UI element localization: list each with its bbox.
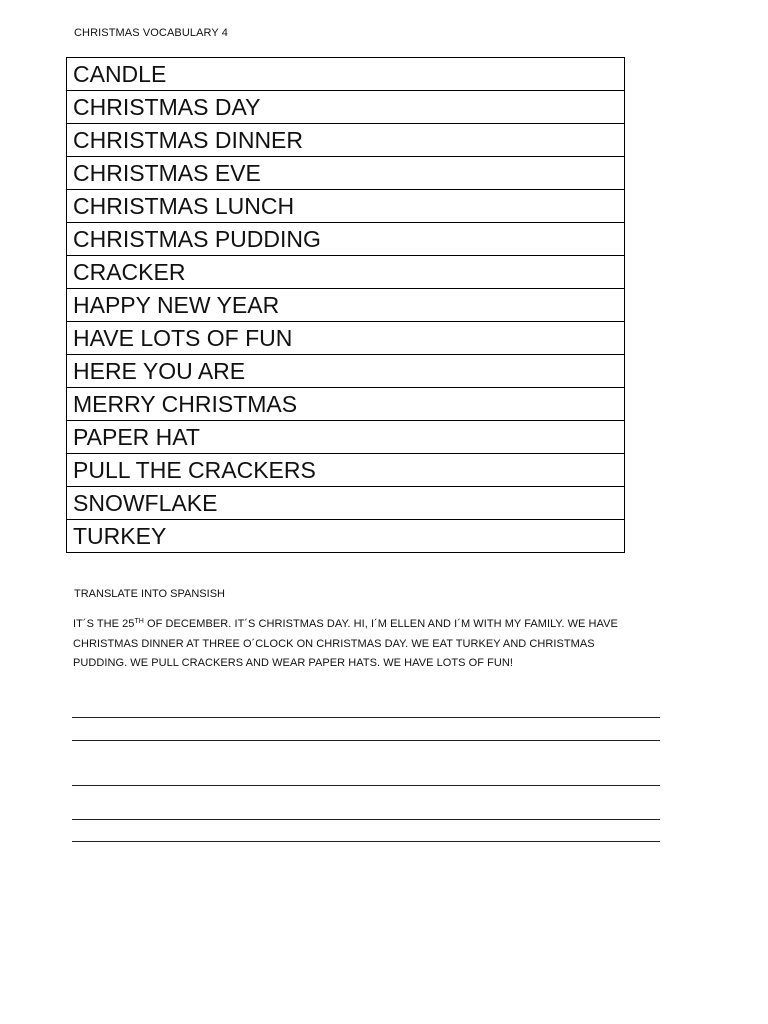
table-row: [67, 223, 625, 256]
answer-line[interactable]: [72, 740, 660, 741]
vocab-item: SNOWFLAKE: [67, 487, 625, 520]
table-row: [67, 289, 625, 322]
vocab-item: CANDLE: [67, 58, 625, 91]
exercise-paragraph: [73, 615, 643, 674]
table-row: [67, 355, 625, 388]
ordinal-superscript: TH: [134, 618, 144, 625]
answer-line[interactable]: [72, 717, 660, 718]
table-row: [67, 487, 625, 520]
vocab-item: PAPER HAT: [67, 421, 625, 454]
answer-line[interactable]: [72, 841, 660, 842]
table-row: [67, 157, 625, 190]
vocabulary-table: [66, 57, 625, 553]
vocab-item: HAVE LOTS OF FUN: [67, 322, 625, 355]
vocab-item: TURKEY: [67, 520, 625, 553]
table-row: [67, 421, 625, 454]
vocab-item: HAPPY NEW YEAR: [67, 289, 625, 322]
vocab-item: HERE YOU ARE: [67, 355, 625, 388]
table-row: [67, 124, 625, 157]
table-row: [67, 322, 625, 355]
table-row: [67, 454, 625, 487]
vocab-item: CHRISTMAS EVE: [67, 157, 625, 190]
vocab-item: CRACKER: [67, 256, 625, 289]
page-title: CHRISTMAS VOCABULARY 4: [74, 27, 229, 39]
table-row: [67, 190, 625, 223]
table-row: [67, 256, 625, 289]
answer-line[interactable]: [72, 819, 660, 820]
exercise-title: TRANSLATE INTO SPANSISH: [74, 588, 225, 600]
vocab-item: CHRISTMAS DINNER: [67, 124, 625, 157]
vocab-item: MERRY CHRISTMAS: [67, 388, 625, 421]
vocab-item: CHRISTMAS LUNCH: [67, 190, 625, 223]
table-row: [67, 58, 625, 91]
vocab-item: CHRISTMAS PUDDING: [67, 223, 625, 256]
table-row: [67, 388, 625, 421]
paragraph-text-start: IT´S THE 25: [73, 618, 135, 630]
vocab-item: PULL THE CRACKERS: [67, 454, 625, 487]
table-row: [67, 520, 625, 553]
answer-line[interactable]: [72, 785, 660, 786]
table-row: [67, 91, 625, 124]
vocab-item: CHRISTMAS DAY: [67, 91, 625, 124]
paragraph-text-rest: OF DECEMBER. IT´S CHRISTMAS DAY. HI, I´M ELLEN AND I´M WITH MY FAMILY. WE HAVE CHRISTMAS DINNER AT THREE O´CLOCK ON CHRISTMAS DAY. WE EAT TURKEY AND CHRISTMAS PUDDING. WE PULL CRACKERS AND WEAR PAPER HATS. WE HAVE LOTS OF FUN!: [73, 618, 618, 669]
